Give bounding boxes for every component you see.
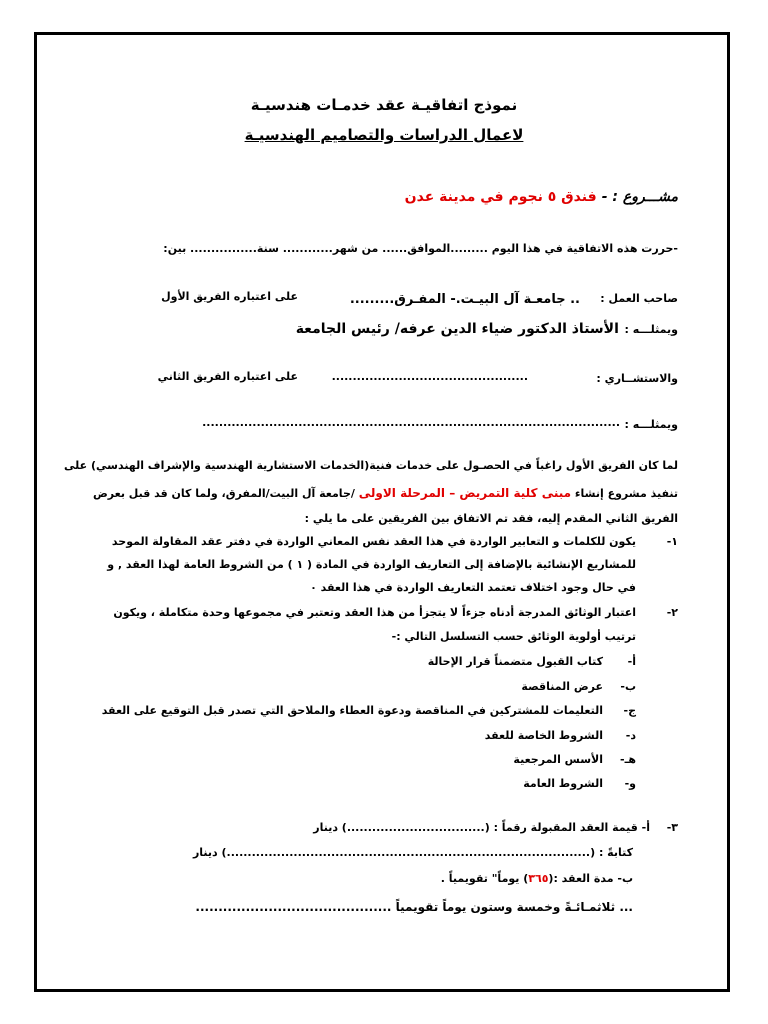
contract-duration-label: ب- مدة العقد :( [548, 872, 633, 885]
owner-label: صاحب العمل : [600, 292, 678, 305]
item2-line1: اعتبار الوثائق المدرجة أدناه جزءاً لا يتجزأ من هذا العقد وتعتبر في مجموعها وحدة متكاملة ، ويكون [113, 606, 636, 619]
owner-rep-value: الأستاذ الدكتور ضياء الدين عرفه/ رئيس الجامعة [295, 321, 619, 337]
item1-number: ١- [666, 535, 678, 548]
subitem-f-letter: و- [624, 777, 636, 790]
document-title: نموذج اتفاقيـة عقد خدمـات هندسيـة [250, 96, 518, 114]
consultant-rep-label: ويمثلـــه : [624, 418, 678, 431]
subitem-d-text: الشروط الخاصة للعقد [484, 729, 603, 742]
para1-line2-start: تنفيذ مشروع إنشاء [574, 487, 678, 500]
item2-number: ٢- [666, 606, 678, 619]
intro-line: -حررت هذه الاتفاقية في هذا اليوم .........الموافق...... من شهر............ سنة................ بين: [163, 242, 678, 255]
owner-rep-label: ويمثلـــه : [624, 323, 678, 336]
para1-line2 [93, 486, 678, 500]
contract-duration-rest: ) يوماً" تقويمياً . [440, 872, 529, 885]
subitem-b-letter: ب- [620, 680, 636, 693]
consultant-label: والاستشــاري : [596, 372, 678, 385]
subitem-e-text: الأسس المرجعية [513, 753, 603, 766]
para1-line1: لما كان الفريق الأول راغباً في الحصـول على خدمات فنية(الخدمات الاستشارية الهندسية والإشراف الهندسي) على [64, 459, 678, 472]
subitem-c-text: التعليمات للمشتركين في المناقصة ودعوة العطاء والملاحق التي تصدر قبل التوقيع على العقد [101, 704, 603, 717]
item1-line3: في حال وجود اختلاف تعتمد التعاريف الواردة في هذا العقد ٠ [310, 581, 636, 594]
contract-duration-days: ٣٦٥ [528, 872, 549, 885]
item1-line1: يكون للكلمات و التعابير الواردة في هذا العقد نفس المعاني الواردة في دفتر عقد المقاولة الموحد [111, 535, 636, 548]
item3-number: ٣- [666, 821, 678, 834]
project-value: فندق ٥ نجوم في مدينة عدن [404, 189, 597, 205]
contract-duration-words: ... ثلاثمـائـةً وخمسة وستون يوماً تقويمياً ........................................... [195, 900, 633, 914]
subitem-c-letter: ج- [623, 704, 636, 717]
owner-role: على اعتباره الفريق الأول [161, 290, 298, 303]
consultant-role: على اعتباره الفريق الثاني [157, 370, 298, 383]
subitem-a-text: كتاب القبول متضمناً قرار الإحالة [427, 655, 603, 668]
contract-value-line: أ- قيمة العقد المقبولة رقماً : (.................................) دينار [313, 821, 650, 834]
owner-value: .. جامعـة آل البيـت.- المفـرق......... [349, 292, 580, 307]
subitem-e-letter: هـ- [620, 753, 636, 766]
subitem-f-text: الشروط العامة [523, 777, 603, 790]
consultant-rep-dots: .................................................................................................... [202, 416, 620, 429]
item1-line2: للمشاريع الإنشائية بالإضافة إلى التعاريف الواردة في المادة ( ١ ) من الشروط العامة لهذا العقد , و [107, 558, 636, 571]
contract-value-writing: كتابةً : (.......................................................................................) دينار [192, 846, 633, 859]
owner-rep-line [296, 318, 678, 337]
contract-duration-line [441, 872, 633, 885]
document-subtitle: لاعمال الدراسات والتصاميم الهندسيـة [244, 126, 524, 144]
project-label: مشـــروع : - [601, 189, 678, 205]
para1-building-name: مبنى كلية التمريض – المرحلة الاولى [358, 486, 572, 500]
subitem-a-letter: أ- [627, 655, 636, 668]
subitem-b-text: عرض المناقصة [521, 680, 603, 693]
para1-line3: الفريق الثاني المقدم إليه، فقد تم الاتفاق بين الفريقين على ما يلي : [304, 512, 678, 525]
consultant-dots: ............................................... [331, 370, 528, 383]
subitem-d-letter: د- [625, 729, 636, 742]
project-line [405, 186, 678, 205]
item2-line2: ترتيب أولوية الوثائق حسب التسلسل التالي :- [391, 630, 636, 643]
para1-line2-end: /جامعة آل البيت/المفرق، ولما كان قد قبل بعرض [92, 487, 355, 500]
